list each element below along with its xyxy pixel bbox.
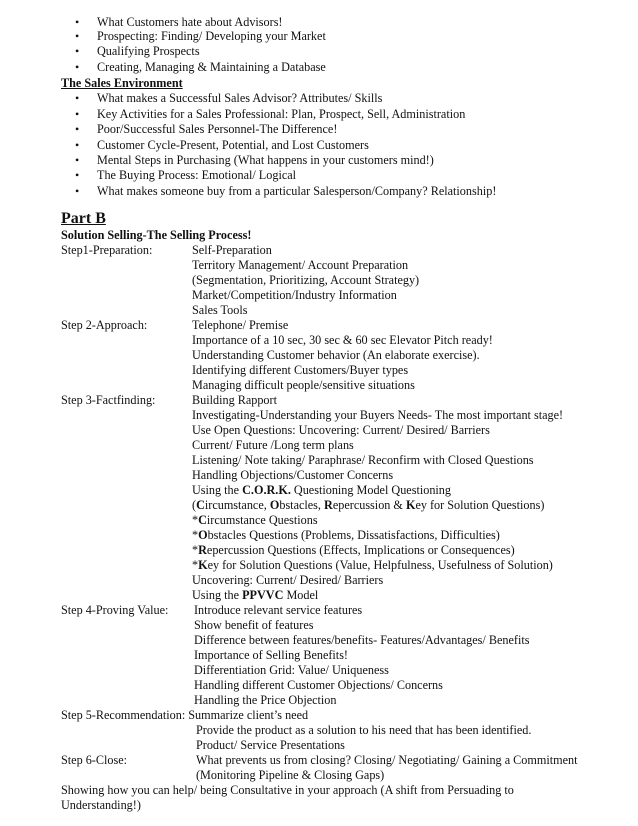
- list-item: • Qualifying Prospects: [97, 44, 200, 59]
- list-item: • Key Activities for a Sales Professional: Plan, Prospect, Sell, Administration: [97, 107, 465, 122]
- letter-k: K: [405, 498, 416, 512]
- list-item: • Prospecting: Finding/ Developing your Market: [97, 29, 326, 44]
- step6-line: (Monitoring Pipeline & Closing Gaps): [196, 768, 385, 782]
- cork-explanation: [192, 498, 544, 513]
- closing-paragraph-line: Understanding!): [61, 798, 141, 812]
- step2-line: Understanding Customer behavior (An elaborate exercise).: [192, 348, 480, 362]
- step3-label: Step 3-Factfinding:: [61, 393, 156, 407]
- step3-line: Current/ Future /Long term plans: [192, 438, 354, 452]
- step3-line: Use Open Questions: Uncovering: Current/ Desired/ Barriers: [192, 423, 490, 437]
- letter-o: O: [198, 528, 208, 542]
- cork-text: ircumstance Questions: [206, 513, 318, 527]
- step4-line: Importance of Selling Benefits!: [194, 648, 348, 662]
- step2-line: Identifying different Customers/Buyer types: [192, 363, 409, 377]
- cork-text: bstacles,: [279, 498, 325, 512]
- list-item: • What makes someone buy from a particular Salesperson/Company? Relationship!: [97, 184, 496, 199]
- step5-line: Summarize client’s need: [185, 708, 309, 722]
- cork-model-line: [192, 483, 451, 498]
- step2-line: Telephone/ Premise: [192, 318, 289, 332]
- cork-text: ircumstance,: [204, 498, 270, 512]
- step1-line: (Segmentation, Prioritizing, Account Strategy): [192, 273, 420, 287]
- ppvvc-acronym: PPVVC: [242, 588, 284, 602]
- step1-line: Market/Competition/Industry Information: [192, 288, 397, 302]
- step4-line: Handling the Price Objection: [194, 693, 337, 707]
- paren: (: [192, 498, 197, 512]
- list-item: • The Buying Process: Emotional/ Logical: [97, 168, 296, 183]
- step2-label: Step 2-Approach:: [61, 318, 148, 332]
- step1-line: Territory Management/ Account Preparation: [192, 258, 409, 272]
- asterisk: *: [192, 528, 199, 542]
- cork-text: bstacles Questions (Problems, Dissatisfactions, Difficulties): [207, 528, 500, 542]
- part-b-subheading: Solution Selling-The Selling Process!: [61, 228, 252, 242]
- step4-line: Show benefit of features: [194, 618, 314, 632]
- asterisk: *: [192, 513, 199, 527]
- list-item: • What Customers hate about Advisors!: [97, 15, 283, 30]
- cork-text: epercussion &: [332, 498, 406, 512]
- step5-line: Provide the product as a solution to his need that has been identified.: [196, 723, 532, 737]
- cork-pre: Using the: [192, 483, 243, 497]
- step4-line: Difference between features/benefits- Features/Advantages/ Benefits: [194, 633, 530, 647]
- ppvvc-model-line: [192, 588, 318, 603]
- letter-o: O: [269, 498, 280, 512]
- letter-r: R: [198, 543, 207, 557]
- step4-line: Introduce relevant service features: [194, 603, 363, 617]
- step4-label: Step 4-Proving Value:: [61, 603, 169, 617]
- cork-text: ey for Solution Questions): [415, 498, 545, 512]
- letter-k: K: [198, 558, 208, 572]
- obstacles-questions: [192, 528, 500, 543]
- step6-label: Step 6-Close:: [61, 753, 128, 767]
- repercussion-questions: [192, 543, 515, 558]
- step4-line: Handling different Customer Objections/ Concerns: [194, 678, 443, 692]
- step3-line: Handling Objections/Customer Concerns: [192, 468, 394, 482]
- letter-c: C: [198, 513, 207, 527]
- section-heading-sales-environment: The Sales Environment: [61, 76, 183, 90]
- cork-post: Questioning Model Questioning: [290, 483, 451, 497]
- letter-c: C: [196, 498, 205, 512]
- step3-line: Building Rapport: [192, 393, 277, 407]
- list-item: • Customer Cycle-Present, Potential, and Lost Customers: [97, 138, 369, 153]
- cork-acronym: C.O.R.K.: [242, 483, 291, 497]
- part-b-heading: Part B: [61, 210, 106, 227]
- cork-text: epercussion Questions (Effects, Implications or Consequences): [206, 543, 515, 557]
- step3-line: Investigating-Understanding your Buyers Needs- The most important stage!: [192, 408, 564, 422]
- list-item: • What makes a Successful Sales Advisor? Attributes/ Skills: [97, 91, 382, 106]
- step5-line: Product/ Service Presentations: [196, 738, 345, 752]
- step1-line: Self-Preparation: [192, 243, 272, 257]
- ppvvc-post: Model: [283, 588, 319, 602]
- step1-line: Sales Tools: [192, 303, 248, 317]
- step2-line: Managing difficult people/sensitive situations: [192, 378, 415, 392]
- asterisk: *: [192, 558, 199, 572]
- uncovering-line: Uncovering: Current/ Desired/ Barriers: [192, 573, 384, 587]
- closing-paragraph-line: Showing how you can help/ being Consultative in your approach (A shift from Persuading to: [61, 783, 514, 797]
- step5-label: [61, 708, 308, 723]
- list-item: • Mental Steps in Purchasing (What happens in your customers mind!): [97, 153, 434, 168]
- ppvvc-pre: Using the: [192, 588, 243, 602]
- cork-text: ey for Solution Questions (Value, Helpfulness, Usefulness of Solution): [207, 558, 553, 572]
- letter-r: R: [324, 498, 333, 512]
- list-item: • Creating, Managing & Maintaining a Database: [97, 60, 326, 75]
- step4-line: Differentiation Grid: Value/ Uniqueness: [194, 663, 389, 677]
- step3-line: Listening/ Note taking/ Paraphrase/ Reconfirm with Closed Questions: [192, 453, 534, 467]
- asterisk: *: [192, 543, 199, 557]
- step6-line: What prevents us from closing? Closing/ Negotiating/ Gaining a Commitment: [196, 753, 578, 767]
- key-for-solution-questions: [192, 558, 553, 573]
- step5-label-text: Step 5-Recommendation:: [61, 708, 186, 722]
- list-item: • Poor/Successful Sales Personnel-The Difference!: [97, 122, 337, 137]
- circumstance-questions: [192, 513, 318, 528]
- step1-label: Step1-Preparation:: [61, 243, 153, 257]
- step2-line: Importance of a 10 sec, 30 sec & 60 sec Elevator Pitch ready!: [192, 333, 493, 347]
